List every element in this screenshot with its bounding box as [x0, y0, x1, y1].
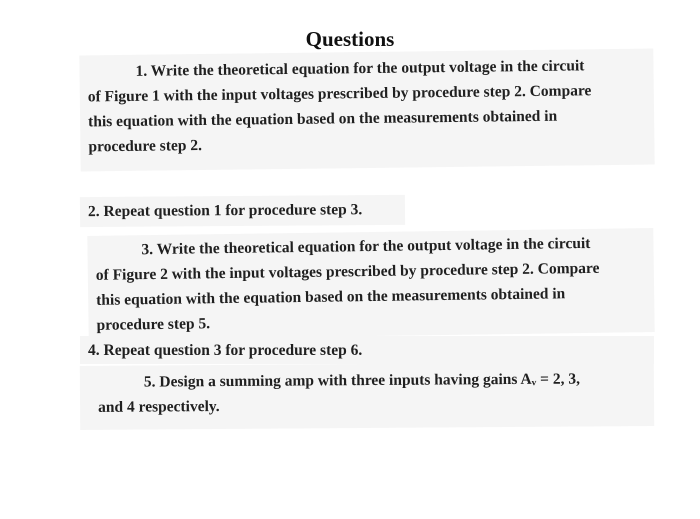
question-5 — [80, 362, 654, 430]
question-number: 5. — [143, 373, 156, 391]
question-line: 3. Write the theoretical equation for the output voltage in the circuit — [141, 234, 591, 259]
question-line: procedure step 5. — [96, 315, 211, 334]
question-line: Repeat question 1 for procedure step 3. — [103, 201, 363, 220]
question-line: of Figure 1 with the input voltages prescribed by procedure step 2. Compare — [87, 82, 592, 106]
question-number: 2. — [87, 202, 100, 221]
question-4 — [80, 336, 654, 364]
question-number: 4. — [88, 342, 100, 359]
question-line: Repeat question 3 for procedure step 6. — [103, 342, 363, 359]
question-number: 1. — [135, 62, 148, 80]
question-line: and 4 respectively. — [98, 398, 220, 416]
page-title: Questions — [305, 27, 395, 51]
question-line: 1. Write the theoretical equation for the output voltage in the circuit — [135, 57, 585, 80]
question-line: of Figure 2 with the input voltages prescribed by procedure step 2. Compare — [95, 259, 600, 284]
question-line: 5. Design a summing amp with three inputs having gains Aᵥ = 2, 3, — [143, 370, 581, 391]
question-line: this equation with the equation based on the measurements obtained in — [96, 285, 566, 309]
question-1 — [79, 48, 654, 171]
question-line: procedure step 2. — [88, 137, 203, 156]
question-number: 3. — [141, 241, 154, 259]
question-line: this equation with the equation based on the measurements obtained in — [88, 107, 558, 131]
question-3 — [87, 228, 654, 340]
question-2 — [80, 195, 405, 227]
